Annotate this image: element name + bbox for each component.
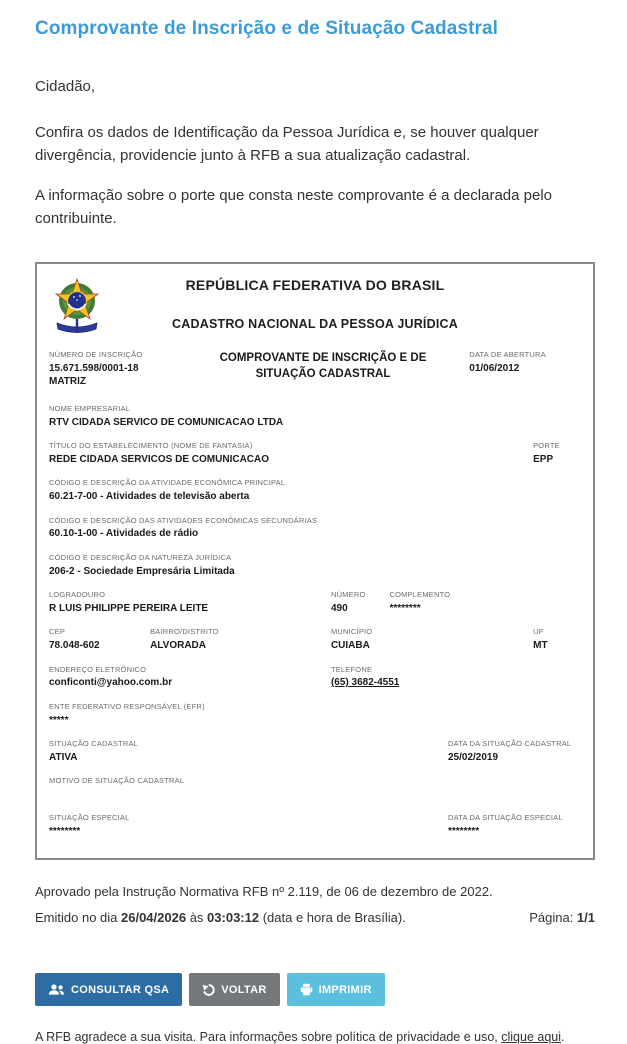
field-value: RTV CIDADA SERVICO DE COMUNICACAO LTDA (49, 416, 284, 428)
privacy-link[interactable]: clique aqui (501, 1030, 561, 1044)
page-indicator-value: 1/1 (576, 910, 595, 926)
printer-icon (300, 983, 313, 996)
cert-field-municipio (331, 627, 533, 652)
cert-title-republica: REPÚBLICA FEDERATIVA DO BRASIL (185, 277, 445, 293)
page-indicator (529, 910, 595, 925)
field-label: LOGRADOURO (49, 590, 106, 599)
cert-doc-title: COMPROVANTE DE INSCRIÇÃO E DE SITUAÇÃO CADASTRAL (219, 352, 427, 381)
emitted-suffix: (data e hora de Brasília). (259, 910, 406, 926)
privacy-note-period: . (561, 1030, 565, 1044)
cert-row (49, 665, 581, 690)
cert-row (49, 478, 581, 503)
action-buttons (35, 973, 595, 1006)
cert-row (49, 627, 581, 652)
field-value: ******** (49, 825, 81, 837)
field-value: ***** (49, 714, 69, 726)
field-value: 206-2 - Sociedade Empresária Limitada (49, 565, 235, 577)
field-value: 25/02/2019 (448, 751, 499, 763)
field-label: NOME EMPRESARIAL (49, 403, 131, 413)
field-label: ENDEREÇO ELETRÔNICO (49, 664, 147, 674)
field-value: ******** (448, 825, 480, 837)
field-value: R LUIS PHILIPPE PEREIRA LEITE (49, 602, 209, 614)
cert-row (49, 590, 581, 615)
emitted-mid: às (186, 910, 208, 926)
button-label: CONSULTAR QSA (71, 983, 170, 996)
cert-row (49, 516, 581, 541)
field-label: CEP (49, 627, 66, 637)
cert-field-motivo-situacao (49, 776, 581, 801)
privacy-note-text: A RFB agradece a sua visita. Para informações sobre política de privacidade e uso, (35, 1030, 502, 1044)
field-label: PORTE (533, 441, 560, 450)
users-icon (48, 983, 65, 996)
cert-field-nome-fantasia (49, 441, 533, 466)
cert-field-data-situacao-especial (448, 813, 581, 838)
field-value: 15.671.598/0001-18 (49, 362, 139, 374)
field-label: MOTIVO DE SITUAÇÃO CADASTRAL (49, 776, 185, 786)
page-title: Comprovante de Inscrição e de Situação Cadastral (35, 18, 499, 39)
field-value: CUIABA (330, 640, 370, 651)
cert-field-nome-empresarial (49, 404, 581, 429)
imprimir-button[interactable] (287, 973, 385, 1006)
field-label: UF (533, 627, 544, 637)
voltar-button[interactable] (189, 973, 279, 1006)
page-indicator-label: Página: (529, 910, 577, 926)
certificate-fields (49, 404, 581, 839)
brazil-coat-of-arms-icon (51, 275, 103, 344)
field-value: 60.21-7-00 - Atividades de televisão aberta (49, 491, 250, 502)
field-label: TELEFONE (330, 664, 373, 674)
field-value: ATIVA (49, 751, 78, 763)
field-label: SITUAÇÃO ESPECIAL (49, 813, 130, 822)
field-label: NÚMERO DE INSCRIÇÃO (49, 350, 143, 359)
field-label: COMPLEMENTO (389, 590, 451, 599)
field-value: MT (533, 640, 548, 651)
cert-field-uf (533, 627, 581, 652)
field-value: REDE CIDADA SERVICOS DE COMUNICACAO (49, 453, 270, 465)
cert-field-efr (49, 702, 581, 727)
button-label: IMPRIMIR (318, 983, 372, 996)
field-label: MUNICÍPIO (330, 627, 373, 637)
greeting-text: Cidadão, (35, 78, 96, 95)
cert-field-bairro (150, 627, 331, 652)
cert-field-data-abertura (469, 350, 581, 389)
field-label: NÚMERO (330, 590, 366, 599)
cert-row (49, 404, 581, 429)
cert-field-telefone (331, 665, 581, 690)
button-label: VOLTAR (221, 983, 267, 996)
cert-field-endereco-eletronico (49, 665, 331, 690)
cert-field-cep (49, 627, 150, 652)
field-value: ******** (389, 602, 421, 614)
field-label: DATA DE ABERTURA (469, 350, 546, 359)
cert-field-atividades-secundarias (49, 516, 581, 541)
emitted-line (35, 910, 595, 925)
consultar-qsa-button[interactable] (35, 973, 182, 1006)
cert-field-numero (331, 590, 390, 615)
field-value: 490 (330, 602, 348, 614)
porte-paragraph: A informação sobre o porte que consta neste comprovante é a declarada pelo contribuinte. (35, 186, 552, 227)
cert-field-situacao-especial (49, 813, 448, 838)
cnpj-certificate (35, 262, 595, 860)
field-label: BAIRRO/DISTRITO (150, 627, 219, 637)
cert-row (49, 739, 581, 764)
emitted-text (35, 910, 406, 925)
intro-paragraph: Confira os dados de Identificação da Pessoa Jurídica e, se houver qualquer divergência, providencie junto à RFB a sua atualização cadastral. (35, 124, 539, 165)
cert-field-porte (533, 441, 581, 466)
emitted-date: 26/04/2026 (121, 910, 187, 926)
cert-header-row (49, 350, 581, 389)
field-label: CÓDIGO E DESCRIÇÃO DA ATIVIDADE ECONÔMICA PRINCIPAL (49, 478, 286, 488)
emitted-time: 03:03:12 (207, 910, 260, 926)
field-value[interactable]: (65) 3682-4551 (330, 677, 400, 689)
cert-title-cnpj: CADASTRO NACIONAL DA PESSOA JURÍDICA (172, 317, 458, 331)
cert-row (49, 813, 581, 838)
privacy-note (35, 1030, 595, 1044)
field-label: DATA DA SITUAÇÃO CADASTRAL (448, 739, 572, 748)
field-value: 01/06/2012 (469, 362, 520, 374)
undo-icon (202, 983, 215, 996)
field-label: CÓDIGO E DESCRIÇÃO DA NATUREZA JURÍDICA (49, 552, 232, 562)
field-label: TÍTULO DO ESTABELECIMENTO (NOME DE FANTASIA) (49, 441, 253, 450)
cert-row (49, 441, 581, 466)
cert-row (49, 776, 581, 801)
field-value-matriz: MATRIZ (49, 376, 87, 388)
cert-field-logradouro (49, 590, 331, 615)
field-value: 78.048-602 (49, 640, 100, 651)
cert-row (49, 702, 581, 727)
field-label: DATA DA SITUAÇÃO ESPECIAL (448, 813, 563, 822)
cert-field-situacao-cadastral (49, 739, 448, 764)
field-label: SITUAÇÃO CADASTRAL (49, 739, 139, 748)
field-label: ENTE FEDERATIVO RESPONSÁVEL (EFR) (49, 701, 205, 711)
cert-field-natureza-juridica (49, 553, 581, 578)
field-value (49, 789, 575, 801)
emitted-prefix: Emitido no dia (35, 910, 121, 926)
field-value: ALVORADA (150, 640, 207, 651)
field-value: conficonti@yahoo.com.br (49, 677, 173, 689)
cert-row (49, 553, 581, 578)
cert-field-numero-inscricao (49, 350, 177, 389)
cert-field-complemento (389, 590, 581, 615)
field-value: EPP (533, 453, 554, 465)
cert-field-atividade-principal (49, 478, 581, 503)
approval-text: Aprovado pela Instrução Normativa RFB nº 2.119, de 06 de dezembro de 2022. (35, 884, 493, 900)
field-label: CÓDIGO E DESCRIÇÃO DAS ATIVIDADES ECONÔMICAS SECUNDÁRIAS (49, 515, 318, 525)
cert-field-data-situacao-cadastral (448, 739, 581, 764)
field-value: 60.10-1-00 - Atividades de rádio (49, 528, 199, 540)
